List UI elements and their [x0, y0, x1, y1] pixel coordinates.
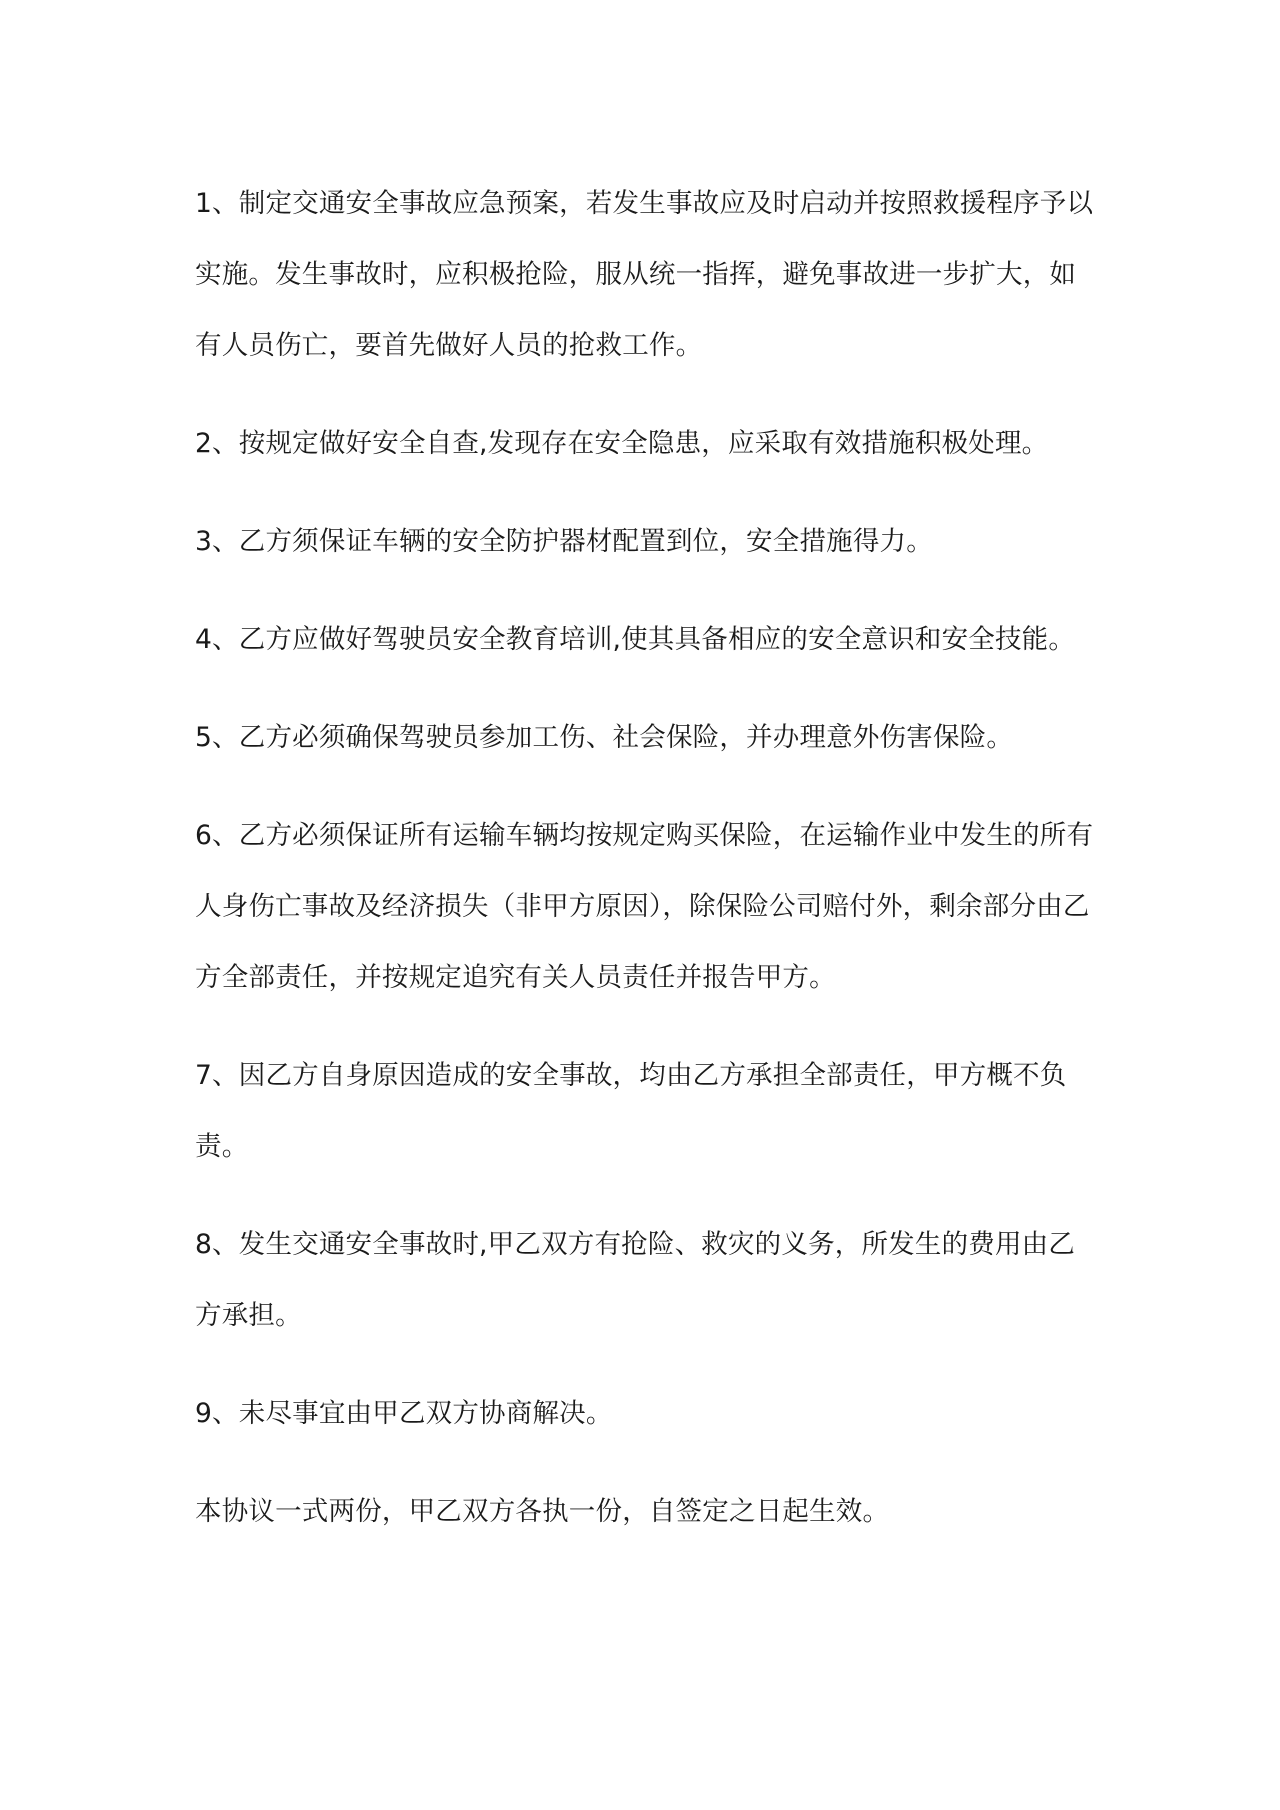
clause-1: 1、制定交通安全事故应急预案，若发生事故应及时启动并按照救援程序予以实施。发生事故时，应积极抢险，服从统一指挥，避免事故进一步扩大，如有人员伤亡，要首先做好人员的抢救工作。 — [195, 188, 1094, 361]
clause-7: 7、因乙方自身原因造成的安全事故，均由乙方承担全部责任，甲方概不负责。 — [195, 1060, 1067, 1162]
closing-statement: 本协议一式两份，甲乙双方各执一份，自签定之日起生效。 — [195, 1496, 890, 1527]
clause-2: 2、按规定做好安全自查,发现存在安全隐患，应采取有效措施积极处理。 — [195, 428, 1049, 459]
clause-3: 3、乙方须保证车辆的安全防护器材配置到位，安全措施得力。 — [195, 526, 933, 557]
clause-8: 8、发生交通安全事故时,甲乙双方有抢险、救灾的义务，所发生的费用由乙方承担。 — [195, 1229, 1076, 1331]
clause-4: 4、乙方应做好驾驶员安全教育培训,使其具备相应的安全意识和安全技能。 — [195, 624, 1076, 655]
document-body — [195, 168, 1095, 1547]
clause-6: 6、乙方必须保证所有运输车辆均按规定购买保险，在运输作业中发生的所有人身伤亡事故及经济损失（非甲方原因），除保险公司赔付外，剩余部分由乙方全部责任，并按规定追究有关人员责任并报告甲方。 — [195, 820, 1094, 993]
clause-9: 9、未尽事宜由甲乙双方协商解决。 — [195, 1398, 613, 1429]
clause-5: 5、乙方必须确保驾驶员参加工伤、社会保险，并办理意外伤害保险。 — [195, 722, 1014, 753]
